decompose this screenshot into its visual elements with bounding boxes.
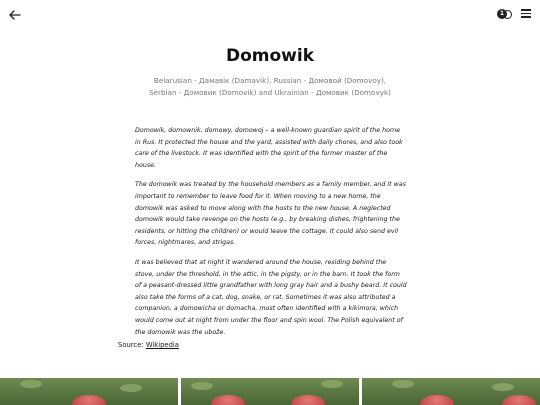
source-citation xyxy=(118,341,179,349)
gallery-photo[interactable] xyxy=(0,378,178,405)
mushroom-image xyxy=(420,395,454,405)
mushroom-image xyxy=(211,395,245,405)
subtitle-line: Serbian - Домовик (Domovik) and Ukrainian - Домовик (Domovyk) xyxy=(149,88,391,97)
source-label: Source: xyxy=(118,341,144,349)
page-title: Domowik xyxy=(225,46,315,66)
back-button[interactable] xyxy=(8,7,22,21)
mushroom-image xyxy=(291,395,325,405)
mushroom-image xyxy=(72,395,106,405)
mushroom-image xyxy=(502,395,536,405)
gallery-photo[interactable] xyxy=(181,378,359,405)
photo-gallery xyxy=(0,378,540,405)
language-badge: 1 xyxy=(497,9,507,19)
arrow-left-icon xyxy=(8,8,22,22)
menu-button[interactable] xyxy=(521,9,531,18)
top-bar xyxy=(0,0,540,28)
source-link[interactable]: Wikipedia xyxy=(145,341,179,349)
gallery-photo[interactable] xyxy=(362,378,540,405)
language-button[interactable] xyxy=(497,8,513,20)
article-paragraph: It was believed that at night it wandered around the house, residing behind the stove, under the threshold, in the attic, in the pigsty, or in the barn. It took the form of a peasant-dressed little grandfather with long gray hair and a bushy beard. It could also take the forms of a cat, dog, snake, or rat. Sometimes it was also attributed a companion, a domowicha or domacha, most often identified with a kikimora, which would come out at night from under the floor and spin wool. The Polish equivalent of the domowik was the ubože. xyxy=(135,258,407,336)
page-subtitle xyxy=(130,75,410,99)
subtitle-line: Belarusian - Дамавік (Damavik), Russian - Домовой (Domovoy), xyxy=(153,76,387,85)
article-paragraph: The domowik was treated by the household members as a family member, and it was important to remember to leave food for it. When moving to a new home, the domowik was asked to move along with the hosts to the new house. A neglected domowik would take revenge on the hosts (e.g., by breaking dishes, frightening the residents, or hitting the children) or would leave the cottage. It could also send evil forces, nightmares, and strigas. xyxy=(135,181,406,247)
article-body xyxy=(135,125,407,346)
hamburger-menu-icon xyxy=(521,9,531,11)
article-paragraph: Domowik, domownik, domowy, domowoj – a well-known guardian spirit of the home in Rus. It protected the house and the yard, assisted with daily chores, and also took care of the livestock. It was identified with the spirit of the former master of the house. xyxy=(135,127,403,169)
